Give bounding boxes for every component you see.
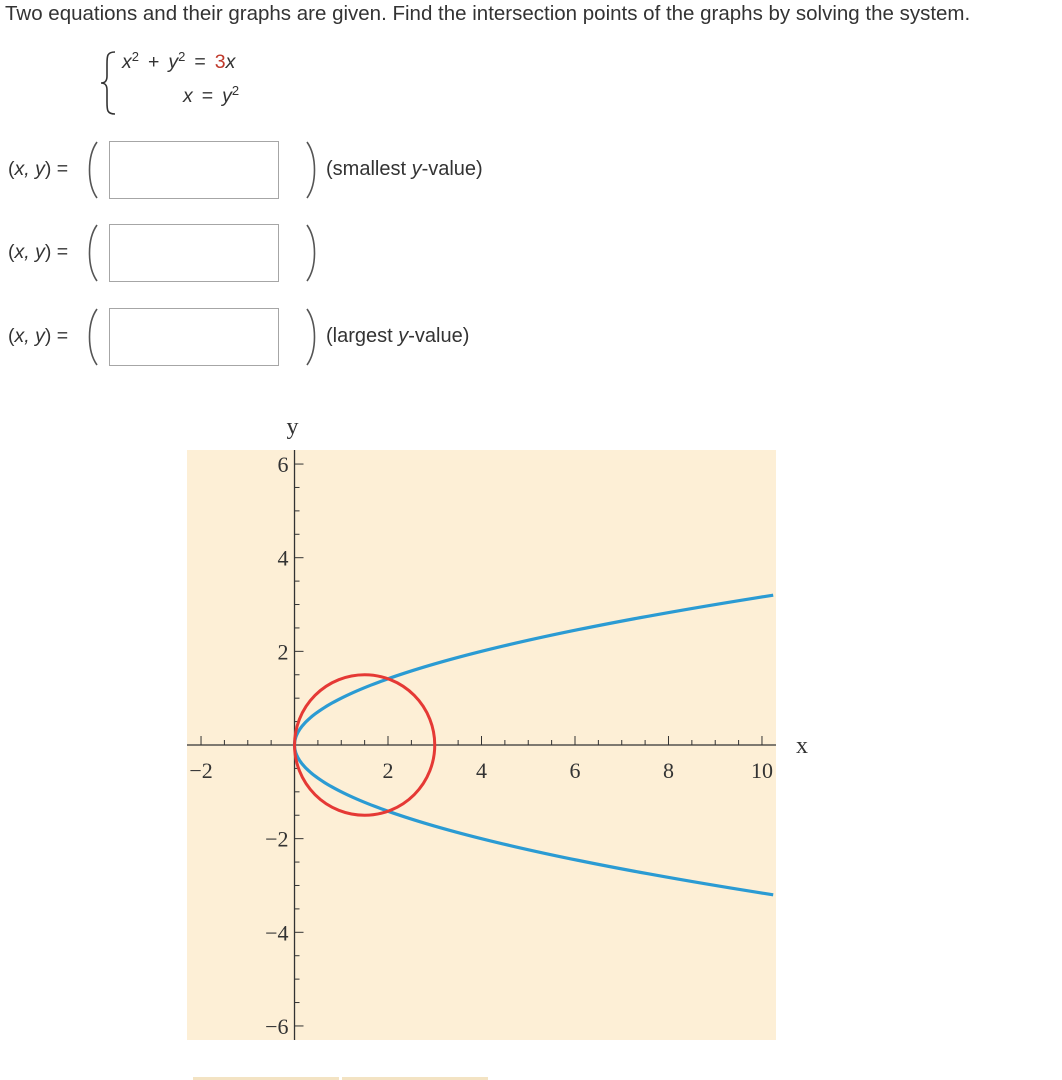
left-paren <box>85 221 99 285</box>
answer-row-largest <box>5 305 605 369</box>
right-paren <box>305 138 319 202</box>
right-paren <box>305 305 319 369</box>
x-tick-label: −2 <box>189 758 213 783</box>
y-tick-label: 2 <box>277 639 289 665</box>
x-tick-label: 4 <box>476 758 487 783</box>
y-tick-label: 4 <box>277 545 289 571</box>
intersection-input-middle[interactable] <box>109 224 279 282</box>
y-tick-label: −2 <box>265 826 289 852</box>
x-tick-label: 2 <box>382 758 394 783</box>
x-axis-label: x <box>796 733 808 759</box>
answer-note-largest: (largest y-value) <box>326 325 470 347</box>
right-paren <box>305 221 319 285</box>
equation-system <box>98 48 268 120</box>
problem-prompt: Two equations and their graphs are given. Find the intersection points of the graphs by solving the system. <box>5 2 971 25</box>
x-tick-label: 10 <box>750 758 773 783</box>
intersection-input-smallest[interactable] <box>109 141 279 199</box>
x-tick-label: 8 <box>662 758 674 783</box>
answer-label: (x, y) = <box>8 158 69 180</box>
left-paren <box>85 305 99 369</box>
y-tick-label: −4 <box>265 920 289 946</box>
equation-parabola: $x = y^2$ <box>183 83 240 107</box>
intersection-input-largest[interactable] <box>109 308 279 366</box>
left-brace <box>98 50 118 116</box>
answer-row-middle <box>5 221 605 285</box>
y-tick-label: 6 <box>277 452 289 478</box>
x-tick-label: 6 <box>569 758 581 783</box>
answer-label: (x, y) = <box>8 241 69 263</box>
y-tick-label: −6 <box>265 1013 289 1039</box>
answer-note-smallest: (smallest y-value) <box>326 158 483 180</box>
left-paren <box>85 138 99 202</box>
answer-label: (x, y) = <box>8 325 69 347</box>
graph-plot <box>160 405 820 1045</box>
equation-circle: $x^2 + y^2 = 3x$ <box>122 49 236 73</box>
answer-row-smallest <box>5 138 605 202</box>
y-axis-label: y <box>286 414 299 440</box>
